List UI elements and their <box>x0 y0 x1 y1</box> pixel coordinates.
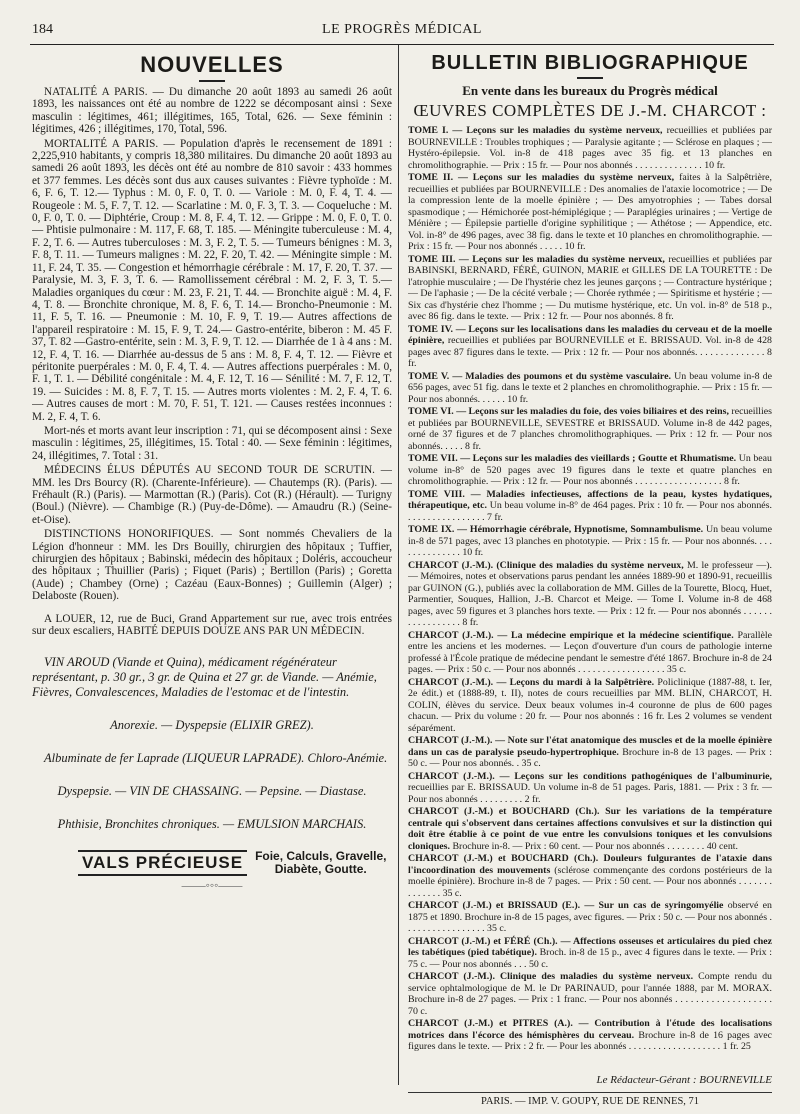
bibliography-entry <box>408 324 772 370</box>
bibliography-entry <box>408 900 772 935</box>
bibliography-entry <box>408 489 772 524</box>
section-title-bulletin: BULLETIN BIBLIOGRAPHIQUE <box>431 52 749 74</box>
entry-body: recueillies et publiées par BOURNEVILLE et E. BRISSAUD. Vol. in-8 de 428 pages avec 87 figures dans le texte. — Prix : 12 fr. — Pour nos abonnés. . . . . . . . . . . . . . 8 fr. <box>408 335 772 369</box>
entry-heading: CHARCOT (J.-M.) et PITRES (A.). — Contribution à l'étude des localisations motrices dans l'écorce des hémisphères du cerveau. <box>408 1018 772 1041</box>
bibliography-entry <box>408 254 772 323</box>
entry-heading: TOME VII. — Leçons sur les maladies des vieillards ; Goutte et Rhumatisme. <box>408 453 737 464</box>
entry-heading: CHARCOT (J.-M.). Clinique des maladies du système nerveux. <box>408 971 694 982</box>
journal-title: LE PROGRÈS MÉDICAL <box>322 22 482 37</box>
entry-body: Policlinique (1887-88, t. Ier, 2e édit.) et (1888-89, t. II), notes de cours recueillies par MM. BLIN, CHARCOT, H. COLIN, élèves du service. Deux beaux volumes in-4 couronne de plus de 600 pages chacun. — Prix du volume : 20 fr. — Pour nos abonnés : 16 fr. Les 2 volumes se vendent séparément. <box>408 676 772 734</box>
header-rule <box>30 44 774 45</box>
left-column <box>32 48 392 1088</box>
entry-heading: CHARCOT (J.-M.). — Leçons du mardi à la Salpêtrière. <box>408 676 655 688</box>
bibliography-entry <box>408 771 772 806</box>
bibliography-entry <box>408 806 772 852</box>
entry-body: recueillies et publiées par BOURNEVILLE, SEVESTRE et BRISSAUD. Volume in-8 de 442 pages, orné de 37 figures et de 7 planches chromolithographiques. — Prix : 12 fr. — Pour nos abonnés. . . . . 8 fr. <box>408 406 772 452</box>
bibliography-entry <box>408 172 772 253</box>
bibliography-entry <box>408 630 772 676</box>
entry-body: recueillies et publiées par BABINSKI, BERNARD, FÉRÉ, GUINON, MARIE et GILLES DE LA TOURETTE : De l'atrophie musculaire ; — De l'hystérie chez les jeunes garçons ; — Contracture hystérique ; — De l'aphasie ; — De la cécité verbale ; — Chorée rythmée ; — Spiritisme et hystérie ; — Six cas d'hystérie chez l'homme ; — Du mutisme hystérique, etc. Un vol. in-8° de 518 p., avec 86 fig. dans le texte. — Prix : 12 fr. — Pour nos abonnés. 8 fr. <box>408 253 772 322</box>
printer-line: PARIS. — IMP. V. GOUPY, RUE DE RENNES, 71 <box>408 1092 772 1107</box>
works-title: ŒUVRES COMPLÈTES DE J.-M. CHARCOT : <box>413 101 767 120</box>
vals-line-1: Foie, Calculs, Gravelle, <box>255 849 387 864</box>
entry-body: Un beau volume in-8° de 464 pages. Prix : 10 fr. — Pour nos abonnés. . . . . . . . . . . . . . . . . 7 fr. <box>408 500 772 523</box>
entry-body: Un beau volume in-8 de 656 pages, avec 51 fig. dans le texte et 2 planches en chromolithographie. — Prix : 15 fr. — Pour nos abonnés. . . . . . 10 fr. <box>408 370 772 405</box>
mortality-paragraph: MORTALITÉ A PARIS. — Population d'après le recensement de 1891 : 2,225,910 habitants, y compris 18,380 militaires. Du dimanche 20 août 1893 au samedi 26 août 1893, les décès ont été au nombre de 810 savoir : 433 hommes et 377 femmes. Les décès sont dus aux causes suivantes : Fièvre typhoïde : M. 6, F. 6, T. 12.— Typhus : M. 0, F. 0, T. 0. — Variole : M. 0, F. 4, T. 4. — Rougeole : M. 5, F. 7, T. 12. — Scarlatine : M. 0, F. 3, T. 3. — Coqueluche : M. 0, F. 0, T. 0. — Diphtérie, Croup : M. 8, F. 4, T. 12. — Grippe : M. 0, F. 0, T. 0. — Phtisie pulmonaire : M. 117, F. 68, T. 185. — Méningite tuberculeuse : M. 4, F. 2, T. 6. — Autres tuberculoses : M. 3, F. 2, T. 5. — Tumeurs bénignes : M. 3, F. 8, T. 11. — Tumeurs malignes : M. 22, F. 20, T. 42. — Méningite simple : M. 11, F. 24, T. 35. — Congestion et hémorrhagie cérébrale : M. 17, F. 20, T. 37. — Paralysie, M. 3, F. 3, T. 6. — Ramollissement cérébral : M. 2, F. 3, T. 5.— Maladies organiques du cœur : M. 23, F. 21, T. 44. — Bronchite aiguë : M. 4, F. 4, T. 8. — Bronchite chronique, M. 8, F. 6, T. 14.— Broncho-Pneumonie : M. 11, F. 5, T. 16. — Pneumonie : M. 10, F. 9, T. 19.— Autres affections de l'appareil respiratoire : M. 15, F. 9, T. 24.— Gastro-entérite, biberon : M. 45 F. 37, T. 82 —Gastro-entérite, sein : M. 3, F. 9, T. 12. — Diarrhée de 1 à 4 ans : M. 12, F. 4, T. 16. — Diarrhée au-dessus de 5 ans : M. 8, F. 4, T. 12. — Fièvre et péritonite puerpérales : M. 0, F. 4, T. 4. — Autres affections puerpérales : M. 0, F. 1, T. 1. — Débilité congénitale : M. 4, F. 12, T. 16 — Sénilité : M. 7, F. 12, T. 19. — Suicides : M. 8, F. 7, T. 15. — Autres morts violentes : M. 2, F. 4, T. 6. — Autres causes de mort : M. 70, F. 51, T. 121. — Causes restées inconnues : M. 2, F. 4, T. 6. <box>32 137 392 423</box>
entry-body: faites à la Salpêtrière, recueillies et publiées par BOURNEVILLE : Des anomalies de l'ataxie locomotrice ; — De la compression lente de la moelle épinière ; — Des amyotrophies ; — Tabes dorsal spasmodique ; — Hémichorée post-hémiplégique ; — Paraplégies urinaires ; — Vertige de Ménière ; — Épilepsie partielle d'origine syphilitique ; — Athétose ; — Appendice, etc. Vol. in-8° de 496 pages, avec 38 fig. dans le texte et 10 planches en chromolithographie. — Prix : 15 fr. — Pour nos abonnés . . . . . 10 fr. <box>408 172 772 252</box>
entry-body: M. le professeur —). — Mémoires, notes et observations parus pendant les années 1889-90 et 1890-91, recueillis par GUINON (G.), publiés avec la collaboration de MM. Gilles de la Tourette, Blocq, Huet, Parmentier, Souques, Hallion, J.-B. Charcot et Meige. — Tome I. Volume in-8 de 468 pages, avec 59 figures et 3 planches hors texte. — Prix : 12 fr. — Pour nos abonnés . . . . . . . . . . . . . . . . . 8 fr. <box>408 559 772 628</box>
bibliography-entry <box>408 371 772 406</box>
ad-liqueur-laprade: Albuminate de fer Laprade (LIQUEUR LAPRADE). Chloro-Anémie. <box>44 751 388 766</box>
title-rule <box>199 80 225 82</box>
entry-body: Un beau volume in-8° de 520 pages avec 19 figures dans le texte et quatre planches en chromolithographie. — Prix : 12 fr. — Pour nos abonnés . . . . . . . . . . . . . . . . . . 8 fr. <box>408 453 772 487</box>
ad-vals <box>78 850 392 876</box>
entry-heading: CHARCOT (J.-M.) et BOUCHARD (Ch.). Douleurs fulgurantes de l'ataxie dans l'incoordination des mouvements <box>408 853 772 876</box>
bibliography-entry <box>408 406 772 452</box>
vals-description <box>255 850 386 876</box>
page-number: 184 <box>32 22 53 37</box>
deputies-paragraph: MÉDECINS ÉLUS DÉPUTÉS AU SECOND TOUR DE SCRUTIN. — MM. les Drs Bourcy (R). (Charente-Inférieure). — Chautemps (R). (Paris). — Fréhault (R.) (Paris). — Marmottan (R.) (Paris). Cot (R.) (Hérault). — Turigny (Boul.) (Nièvre). — Chambige (R.) (Puy-de-Dôme). — Amaudru (R.) (Seine-et-Oise). <box>32 464 392 526</box>
vals-line-2: Diabète, Goutte. <box>274 862 367 877</box>
entry-heading: TOME VIII. — Maladies infectieuses, affections de la peau, kystes hydatiques, thérapeutique, etc. <box>408 488 772 511</box>
entry-body: observé en 1875 et 1890. Brochure in-8 de 15 pages, avec figures. — Prix : 50 c. — Pour nos abonnés . . . . . . . . . . . . . . . . . 35 c. <box>408 900 772 934</box>
entry-body: Un beau volume in-8 de 571 pages, avec 13 planches en phototypie. — Prix : 15 fr. — Pour nos abonnés. . . . . . . . . . . . . . . 10 fr. <box>408 524 772 558</box>
bulletin-subtitle: En vente dans les bureaux du Progrès médical <box>462 83 718 98</box>
stillborn-paragraph: Mort-nés et morts avant leur inscription : 71, qui se décomposent ainsi : Sexe masculin : légitimes, 25, illégitimes, 15. Total : 40. — Sexe féminin : légitimes, 24, illégitimes, 7. Total : 31. <box>32 424 392 462</box>
bibliography-entry <box>408 971 772 1017</box>
bibliography-entry <box>408 853 772 899</box>
bibliography-entry <box>408 524 772 559</box>
section-title-nouvelles: NOUVELLES <box>140 52 284 77</box>
entry-body: Brochure in-8 de 13 pages. — Prix : 50 c. — Pour nos abonnés. . 35 c. <box>408 746 772 769</box>
bibliography-entry <box>408 560 772 629</box>
ad-vin-aroud: VIN AROUD (Viande et Quina), médicament régénérateur représentant, p. 30 gr., 3 gr. de Quina et 27 gr. de Viande. — Anémie, Fièvres, Convalescences, Maladies de l'estomac et de l'intestin. <box>32 655 377 700</box>
honors-paragraph: DISTINCTIONS HONORIFIQUES. — Sont nommés Chevaliers de la Légion d'honneur : MM. les Drs Bouilly, chirurgien des hôpitaux ; Tuffier, chirurgien des hôpitaux ; Babinski, médecin des hôpitaux ; Doléris, accoucheur des hôpitaux ; Thuillier (Paris) ; Fiquet (Paris) ; Bertillon (Paris) ; Goretta (Aude) ; Chambey (Orne) ; Cazéau (Eaux-Bonnes) ; Guillemin (Alger) ; Delaboste (Rouen). <box>32 528 392 603</box>
entry-body: Parallèle entre les anciens et les modernes. — Leçon d'ouverture d'un cours de pathologie interne professé à l'École pratique de médecine pendant le semestre d'été 1867. Brochure in-8 de 24 pages. — Prix : 50 c. — Pour nos abonnés . . . . . . . . . . . . . . . . . . 35 c. <box>408 629 772 675</box>
bibliography-entry <box>408 453 772 488</box>
bulletin-rule <box>577 77 603 79</box>
entry-heading: TOME III. — Leçons sur les maladies du système nerveux, <box>408 253 665 265</box>
entry-heading: CHARCOT (J.-M.) et BRISSAUD (E.). — Sur un cas de syringomyélie <box>408 900 724 911</box>
entry-heading: CHARCOT (J.-M.) et BOUCHARD (Ch.). Sur les variations de la température centrale qui s'observent dans certaines affections convulsives et sur la distinction qui doit être établie à ce point de vue entre les convulsions toniques et les convulsions cloniques. <box>408 806 772 852</box>
vals-brand: VALS PRÉCIEUSE <box>78 850 247 876</box>
bibliography-list <box>408 125 772 1053</box>
ad-elixir-grez: Anorexie. — Dyspepsie (ELIXIR GREZ). <box>110 718 314 733</box>
entry-heading: TOME VI. — Leçons sur les maladies du foie, des voies biliaires et des reins, <box>408 406 729 417</box>
column-divider <box>398 45 399 1085</box>
rental-notice: A LOUER, 12, rue de Buci, Grand Appartement sur rue, avec trois entrées sur deux escaliers, HABITÉ DEPUIS DOUZE ANS PAR UN MÉDECIN. <box>32 612 392 638</box>
entry-body: recueillies par E. BRISSAUD. Un volume in-8 de 51 pages. Paris, 1881. — Prix : 3 fr. — Pour nos abonnés . . . . . . . . . 2 fr. <box>408 782 772 805</box>
entry-body: Brochure in-8 de 16 pages avec figures dans le texte. — Prix : 2 fr. — Pour les abonnés . . . . . . . . . . . . . . . . . . . 1 fr. 25 <box>408 1029 772 1052</box>
flourish-ornament: ——◦◦◦—— <box>181 878 243 893</box>
bibliography-entry <box>408 936 772 971</box>
natality-paragraph: NATALITÉ A PARIS. — Du dimanche 20 août 1893 au samedi 26 août 1893, les naissances ont été au nombre de 1222 se décomposant ainsi : Sexe masculin : légitimes, 461; illégitimes, 165, Total, 626. — Sexe féminin : légitimes, 426 ; illégitimes, 170, Total, 596. <box>32 86 392 136</box>
entry-body: Broch. in-8 de 15 p., avec 4 figures dans le texte. — Prix : 75 c. — Pour nos abonnés . . . 50 c. <box>408 947 772 970</box>
entry-heading: TOME IX. — Hémorrhagie cérébrale, Hypnotisme, Somnambulisme. <box>408 524 704 535</box>
bibliography-entry <box>408 735 772 770</box>
entry-body: Brochure in-8. — Prix : 60 cent. — Pour nos abonnés . . . . . . . . 40 cent. <box>449 840 738 852</box>
bibliography-entry <box>408 125 772 171</box>
entry-heading: CHARCOT (J.-M.). — Note sur l'état anatomique des muscles et de la moelle épinière dans un cas de paralysie pseudo-hypertrophique. <box>408 735 772 758</box>
right-column <box>408 48 772 1088</box>
entry-body: (sclérose commençante des cordons postérieurs de la moelle épinière). Brochure in-8 de 7 pages. — Prix : 50 cent. — Pour nos abonnés . . . . . . . . . . . . . . 35 c. <box>408 864 772 899</box>
entry-heading: TOME I. — Leçons sur les maladies du système nerveux, <box>408 125 663 136</box>
entry-heading: TOME II. — Leçons sur les maladies du système nerveux, <box>408 172 675 183</box>
entry-heading: CHARCOT (J.-M.). (Clinique des maladies du système nerveux, <box>408 559 684 571</box>
ad-emulsion-marchais: Phthisie, Bronchites chroniques. — EMULSION MARCHAIS. <box>57 817 367 832</box>
bibliography-entry <box>408 1018 772 1053</box>
editor-signature: Le Rédacteur-Gérant : BOURNEVILLE <box>596 1074 772 1086</box>
entry-heading: CHARCOT (J.-M.) et FÉRÉ (Ch.). — Affections osseuses et articulaires du pied chez les tabétiques (pied tabétique). <box>408 935 772 958</box>
entry-heading: CHARCOT (J.-M.). — Leçons sur les conditions pathogéniques de l'albuminurie, <box>408 770 772 782</box>
entry-heading: TOME IV. — Leçons sur les localisations dans les maladies du cerveau et de la moelle épinière, <box>408 323 772 346</box>
entry-heading: TOME V. — Maladies des poumons et du système vasculaire. <box>408 370 671 382</box>
entry-body: recueillies et publiées par BOURNEVILLE : Troubles trophiques ; — Paralysie agitante ; — Sclérose en plaques ; — Hystéro-épilepsie. Vol. in-8 de 418 pages avec 35 fig. et 13 planches en chromolithographie. — Prix : 15 fr. — Pour nos abonnés . . . . . . . . . . . . . . 10 fr. <box>408 125 772 171</box>
entry-body: Compte rendu du service ophtalmologique de M. le Dr PARINAUD, pour l'année 1888, par M. MORAX. Brochure in-8 de 27 pages. — Prix : 1 franc. — Pour nos abonnés . . . . . . . . . . . . . . . . . . . 70 c. <box>408 971 772 1017</box>
entry-heading: CHARCOT (J.-M.). — La médecine empirique et la médecine scientifique. <box>408 629 734 641</box>
ad-vin-chassaing: Dyspepsie. — VIN DE CHASSAING. — Pepsine. — Diastase. <box>57 784 367 799</box>
bibliography-entry <box>408 677 772 735</box>
page-header <box>32 22 772 42</box>
